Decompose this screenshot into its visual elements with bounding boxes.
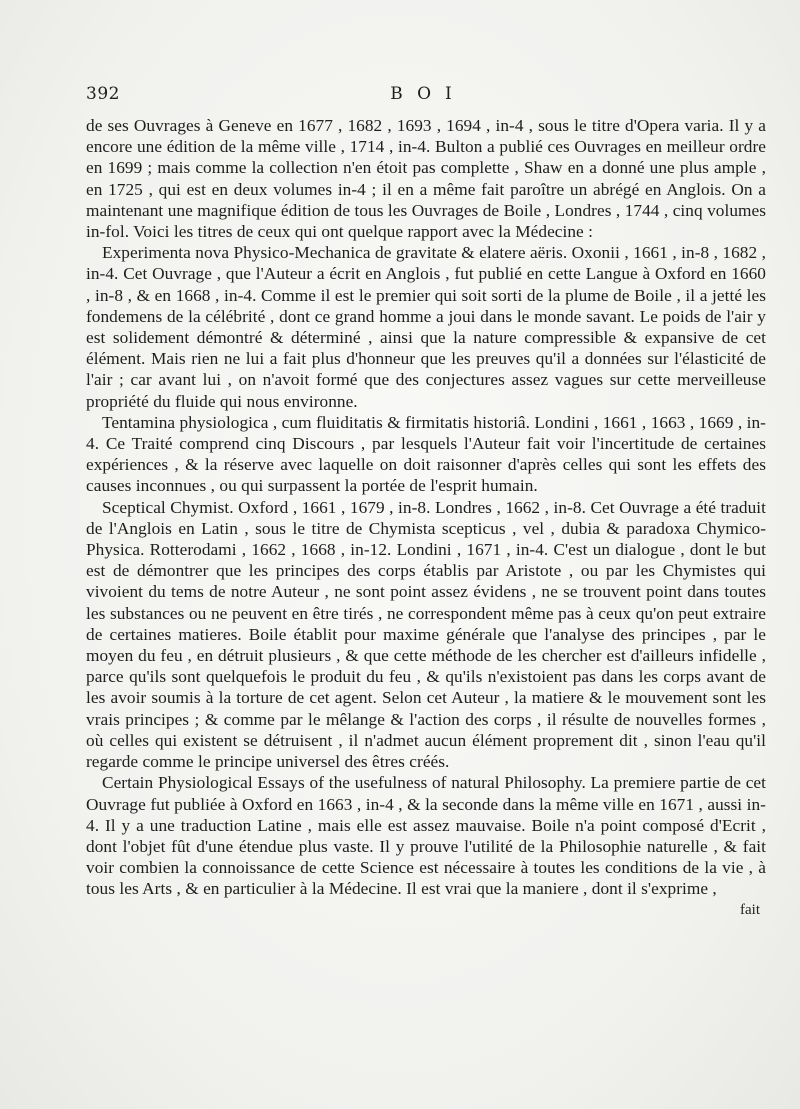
paragraph-physiological-essays: Certain Physiological Essays of the usefulness of natural Philosophy. La premiere partie de cet Ouvrage fut publiée à Oxford en 1663 , in-4 , & la seconde dans la même ville en 1671 , aussi in-4. Il y a une traduction Latine , mais elle est assez mauvaise. Boile n'a point composé d'Ecrit , dont l'objet fût d'une étendue plus vaste. Il y prouve l'utilité de la Philosophie naturelle , & fait voir combien la connoissance de cette Science est nécessaire à toutes les conditions de la vie , à tous les Arts , & en particulier à la Médecine. Il est vrai que la maniere , dont il s'exprime , — [86, 773, 766, 899]
paragraph-sceptical-chymist: Sceptical Chymist. Oxford , 1661 , 1679 , in-8. Londres , 1662 , in-8. Cet Ouvrage a été traduit de l'Anglois en Latin , sous le titre de Chymista scepticus , vel , dubia & paradoxa Chymico-Physica. Rotterodami , 1662 , 1668 , in-12. Londini , 1671 , in-4. C'est un dialogue , dont le but est de démontrer que les principes des corps établis par Aristote , ou par les Chymistes qui vivoient du tems de notre Auteur , ne sont point assez évidens , ne se trouvent point dans toutes les substances ou ne peuvent en être tirés , ne correspondent même pas à ceux qu'on peut extraire de certaines matieres. Boile établit pour maxime générale que l'analyse des principes , par le moyen du feu , en détruit plusieurs , & que cette méthode de les chercher est d'ailleurs infidelle , parce qu'ils sont quelquefois le produit du feu , & qu'ils n'existoient pas dans les corps avant de les avoir soumis à la torture de cet agent. Selon cet Auteur , la matiere & le mouvement sont les vrais principes ; & comme par le mêlange & l'action des corps , il résulte de nouvelles formes , où celles qui existent se détruisent , il n'admet aucun élément proprement dit , sinon l'eau qu'il regarde comme le principe universel des êtres créés. — [86, 497, 766, 772]
running-title: BOI — [390, 84, 466, 104]
body-text — [86, 115, 766, 900]
paragraph-experimenta-nova: Experimenta nova Physico-Mechanica de gravitate & elatere aëris. Oxonii , 1661 , in-8 , 1682 , in-4. Cet Ouvrage , que l'Auteur a écrit en Anglois , fut publié en cette Langue à Oxford en 1660 , in-8 , & en 1668 , in-4. Comme il est le premier qui soit sorti de la plume de Boile , il a jetté les fondemens de la célébrité , dont ce grand homme a joui dans le monde savant. Le poids de l'air y est solidement démontré & déterminé , ainsi que la nature compressible & expansive de cet élément. Mais rien ne lui a fait plus d'honneur que les preuves qu'il a données sur l'élasticité de l'air ; car avant lui , on n'avoit formé que des conjectures assez vagues sur cette merveilleuse propriété du fluide qui nous environne. — [86, 243, 766, 411]
page-number: 392 — [86, 84, 120, 104]
paragraph-tentamina-physiologica: Tentamina physiologica , cum fluiditatis & firmitatis historiâ. Londini , 1661 , 1663 , 1669 , in-4. Ce Traité comprend cinq Discours , par lesquels l'Auteur fait voir l'incertitude de certaines expériences , & la réserve avec laquelle on doit raisonner d'après celles qui sont les effets des causes inconnues , ou qui surpassent la portée de l'esprit humain. — [86, 412, 766, 496]
catchword: fait — [740, 902, 760, 918]
paragraph-boile-editions: de ses Ouvrages à Geneve en 1677 , 1682 , 1693 , 1694 , in-4 , sous le titre d'Opera varia. Il y a encore une édition de la même ville , 1714 , in-4. Bulton a publié ces Ouvrages en meilleur ordre en 1699 ; mais comme la collection n'en étoit pas complette , Shaw en a donné une plus ample , en 1725 , qui est en deux volumes in-4 ; il en a même fait paroître un abrégé en Anglois. On a maintenant une magnifique édition de tous les Ouvrages de Boile , Londres , 1744 , cinq volumes in-fol. Voici les titres de ceux qui ont quelque rapport avec la Médecine : — [86, 116, 766, 242]
page-header — [86, 84, 760, 108]
